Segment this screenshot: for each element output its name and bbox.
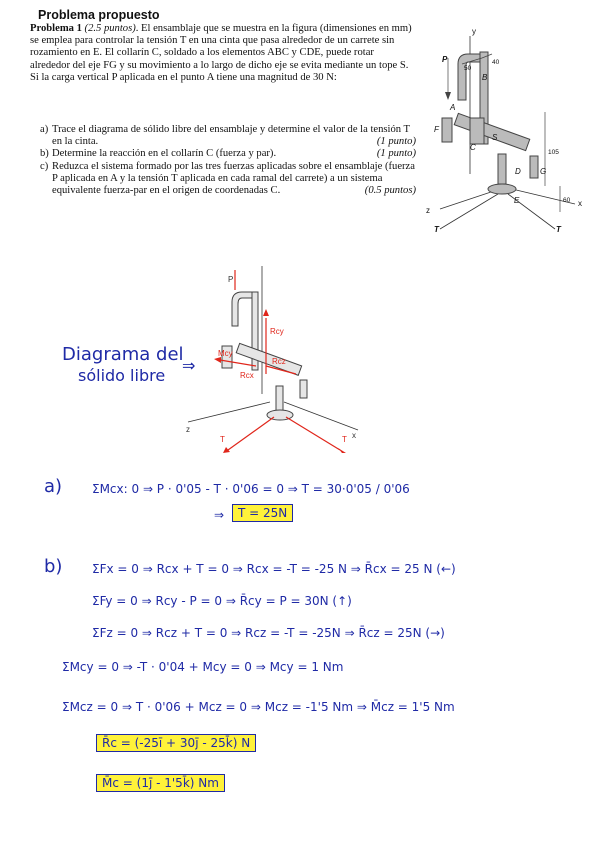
question-letter: c) [40,160,49,172]
dim-40: 40 [492,59,500,66]
question-a [30,124,416,148]
dsl-t2-head [338,448,346,453]
dsl-label-mcy: Mcy [218,349,233,358]
solution-a-line: ΣMcx: 0 ⇒ P · 0'05 - T · 0'06 = 0 ⇒ T = 30·0'05 / 0'06 [92,482,410,496]
shaft-fg [454,113,530,150]
dsl-t1-arrow [228,417,274,450]
label-a: A [450,103,456,112]
question-letter: a) [40,124,49,135]
label-s: S [492,133,498,142]
dsl-arrow: ⇒ [182,356,196,375]
dsl-bar-de [276,386,283,412]
assembly-figure [420,14,592,236]
dim-105: 105 [548,149,559,156]
dsl-label-t2: T [342,435,347,444]
problem-statement [30,23,416,84]
question-points: (0.5 puntos) [364,185,416,197]
solution-b-line: ΣFy = 0 ⇒ Rcy - P = 0 ⇒ R̄cy = P = 30N (↑) [92,594,352,608]
solution-b-line: ΣMcy = 0 ⇒ -T · 0'04 + Mcy = 0 ⇒ Mcy = 1 Nm [62,660,344,674]
dsl-label-x: x [352,431,356,440]
label-c: C [470,143,476,152]
question-text: Reduzca el sistema formado por las tres fuerzas aplicadas sobre el ensamblaje (fuerza P aplicada en A y la tensión T aplicada en cada ramal del carrete) a un sistema equivalente fuerza-par en el origen de coordenadas C. [52,160,415,197]
question-letter: b) [40,148,49,160]
solution-a-result: T = 25N [232,504,293,522]
question-b [30,148,416,160]
label-z: z [426,206,430,215]
label-x: x [578,199,582,208]
spool-e [488,184,516,194]
dsl-label-t1: T [220,435,225,444]
label-b: B [482,73,488,82]
dsl-rcy-head [263,309,269,316]
label-e: E [514,196,520,205]
load-p-arrowhead [445,92,451,100]
label-p: P [442,55,448,64]
page-heading: Problema propuesto [38,8,160,22]
dsl-z-axis [188,402,270,422]
dsl-label-p: P [228,275,234,284]
solution-b-line: ΣFx = 0 ⇒ Rcx + T = 0 ⇒ Rcx = -T = -25 N ⇒ R̄cx = 25 N (←) [92,562,456,576]
solution-a-label: a) [44,476,63,497]
question-c [30,161,416,198]
label-t1: T [434,225,439,234]
problem-points: (2.5 puntos) [84,23,136,34]
dsl-label-rcz: Rcz [272,357,286,366]
dsl-bar-ab [232,292,254,326]
label-y: y [472,27,476,36]
dsl-label-z: z [186,425,190,434]
label-t2: T [556,225,561,234]
dim-50: 50 [464,65,472,72]
dim-60: 60 [563,197,571,204]
free-body-diagram [180,262,370,462]
question-points: (1 punto) [376,136,416,148]
dsl-label-rcx: Rcx [240,371,254,380]
question-text: Trace el diagrama de sólido libre del ensamblaje y determine el valor de la tensión T en la cinta. [52,124,410,148]
result-force: R̄c = (-25ī + 30j̄ - 25k̄) N [96,734,256,752]
problem-label: Problema 1 [30,23,82,34]
label-g: G [540,167,547,176]
dsl-title-line2: sólido libre [78,366,166,385]
dsl-support-g [300,380,307,398]
label-d: D [515,167,521,176]
dsl-t2-arrow [286,417,340,450]
question-list [30,124,416,197]
solution-a-arrow: ⇒ [214,508,225,522]
collar-c [470,118,484,144]
dsl-x-axis [284,402,358,430]
dsl-title-line1: Diagrama del [62,344,184,365]
solution-b-line: ΣFz = 0 ⇒ Rcz + T = 0 ⇒ Rcz = -T = -25N ⇒ R̄cz = 25N (→) [92,626,445,640]
label-f: F [434,125,439,134]
question-text: Determine la reacción en el collarín C (fuerza y par). [52,148,277,160]
result-moment: M̄c = (1j̄ - 1'5k̄) Nm [96,774,225,792]
question-points: (1 punto) [376,148,416,160]
problem-text: . El ensamblaje que se muestra en la figura (dimensiones en mm) se emplea para controlar la tensión T en una cinta que pasa alrededor de un carrete sin rozamiento en E. El collarín C, soldado a los elementos ABC y CDE, puede rotar alrededor del eje FG y su movimiento a lo largo de dicho eje se evita mediante un tope S. Si la carga vertical P aplicada en el punto A tiene una magnitud de 30 N: [30,23,412,83]
solution-b-line: ΣMcz = 0 ⇒ T · 0'06 + Mcz = 0 ⇒ Mcz = -1'5 Nm ⇒ M̄cz = 1'5 Nm [62,700,455,714]
support-f [442,118,452,142]
support-g [530,156,538,178]
solution-b-label: b) [44,556,63,577]
dsl-label-rcy: Rcy [270,327,284,336]
bar-de [498,154,506,184]
